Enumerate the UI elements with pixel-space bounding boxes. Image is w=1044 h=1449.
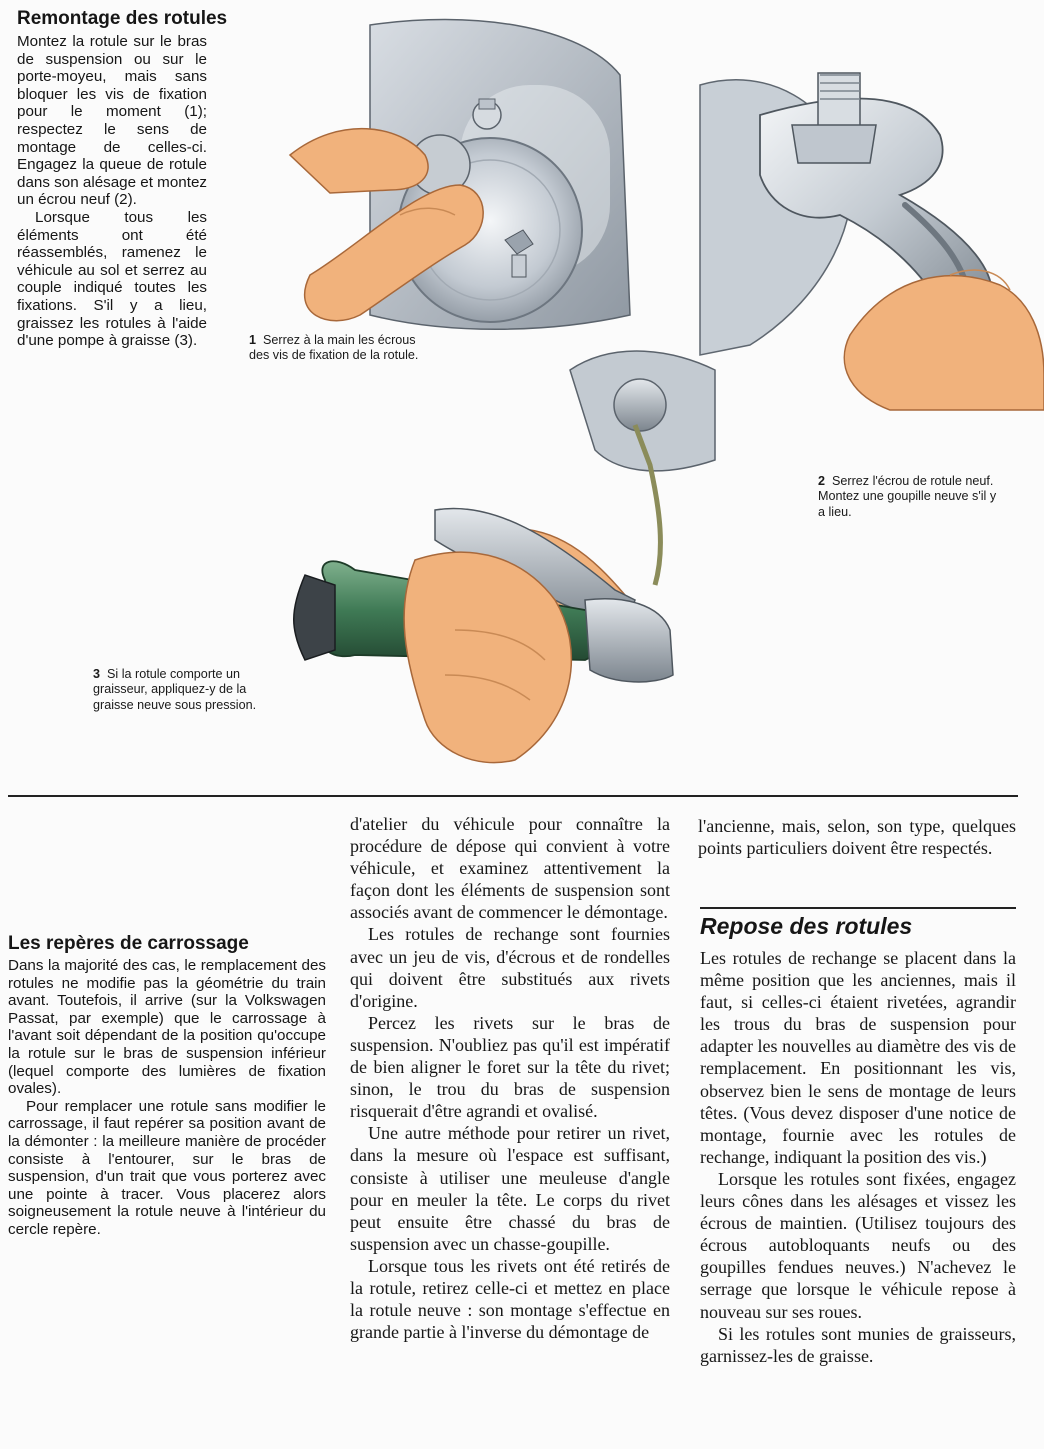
right-column-intro — [698, 815, 1016, 859]
caption-2 — [818, 474, 998, 520]
caption-1-number: 1 — [249, 333, 257, 347]
remontage-body — [17, 33, 207, 350]
page-divider — [8, 795, 1018, 797]
remontage-paragraph-2: Lorsque tous les éléments ont été réassemblés, ramenez le véhicule au sol et serrez au couple indiqué toutes les fixations. S'il y a lieu, graissez les rotules à l'aide d'une pompe à graisse (3). — [17, 208, 207, 350]
illustration-wrench — [700, 45, 1044, 410]
repose-paragraph-3: Si les rotules sont munies de graisseurs, garnissez-les de graisse. — [700, 1323, 1016, 1366]
reperes-paragraph-2: Pour remplacer une rotule sans modifier le carrossage, il faut repérer sa position avant de la démonter : la meilleure manière de procéder consiste à l'entourer, sur le bras de suspension, d'un trait que vous porterez avec une pointe à tracer. Vous placerez alors soigneusement la rotule neuve à l'intérieur du cercle repère. — [8, 1097, 326, 1238]
right-paragraph-0: l'ancienne, mais, selon, son type, quelques points particuliers doivent être respectés. — [698, 816, 1016, 859]
caption-3-number: 3 — [93, 667, 101, 681]
reperes-section — [8, 933, 326, 1239]
reperes-body — [8, 957, 326, 1239]
repose-title: Repose des rotules — [700, 913, 913, 939]
reperes-title: Les repères de carrossage — [8, 933, 249, 954]
caption-2-number: 2 — [818, 474, 826, 488]
repose-body — [700, 947, 1016, 1367]
remontage-title: Remontage des rotules — [17, 8, 228, 29]
middle-paragraph-2: Les rotules de rechange sont fournies avec un jeu de vis, d'écrous et de rondelles qui doivent être substitués aux rivets d'origine. — [350, 924, 670, 1011]
caption-3 — [93, 667, 283, 713]
repose-paragraph-1: Les rotules de rechange se placent dans la même position que les anciennes, mais il faut, si celles-ci étaient rivetées, agrandir les trous du bras de suspension pour adapter les nouvelles au diamètre des vis de remplacement. En positionnant les vis, observez bien le sens de montage de leurs têtes. (Vous devez disposer d'une notice de montage, fournie avec les rotules de rechange, indiquant la position des vis.) — [700, 948, 1016, 1167]
remontage-section — [17, 8, 228, 350]
illustration-hand-tightening — [250, 15, 630, 335]
middle-paragraph-3: Percez les rivets sur le bras de suspension. N'oubliez pas qu'il est impératif de bien aligner le foret sur la tête du rivet; sinon, le trou du bras de suspension risquerait d'être agrandi et ovalisé. — [350, 1012, 670, 1122]
middle-paragraph-5: Lorsque tous les rivets ont été retirés de la rotule, retirez celle-ci et mettez en place la rotule neuve : son montage s'effectue en grande partie à l'inverse du démontage de — [350, 1255, 670, 1343]
remontage-paragraph-1: Montez la rotule sur le bras de suspension ou sur le porte-moyeu, mais sans bloquer les vis de fixation pour le moment (1); respectez le sens de montage de celles-ci. Engagez la queue de rotule dans son alésage et montez un écrou neuf (2). — [17, 33, 207, 209]
repose-paragraph-2: Lorsque les rotules sont fixées, engagez leurs cônes dans les alésages et vissez les écrous de maintien. (Utilisez toujours des écrous autobloquants neufs ou des goupilles fendues neuves.) N'achevez le serrage que lorsque le véhicule repose à nouveau sur ses roues. — [700, 1168, 1016, 1322]
caption-2-text: Serrez l'écrou de rotule neuf. Montez une goupille neuve s'il y a lieu. — [818, 474, 997, 519]
middle-paragraph-1: d'atelier du véhicule pour connaître la procédure de dépose qui convient à votre véhicule, et examinez attentivement la façon dont les éléments de suspension sont associés avant de commencer le démontage. — [350, 814, 670, 923]
caption-3-text: Si la rotule comporte un graisseur, appliquez-y de la graisse neuve sous pression. — [93, 667, 257, 712]
middle-column — [350, 813, 670, 1343]
illustration-grease-gun — [295, 330, 715, 770]
reperes-paragraph-1: Dans la majorité des cas, le remplacement des rotules ne modifie pas la géométrie du train avant. Toutefois, il arrive (sur la Volkswagen Passat, par exemple) que le carrossage à l'avant soit dépendant de la position qu'occupe la rotule sur le bras de suspension inférieur (lequel comporte des lumières de fixation ovales). — [8, 957, 326, 1098]
caption-1-text: Serrez à la main les écrous des vis de fixation de la rotule. — [249, 333, 419, 363]
section-divider — [700, 907, 1016, 909]
repose-section — [700, 913, 1016, 1367]
middle-paragraph-4: Une autre méthode pour retirer un rivet, dans la mesure où l'espace est suffisant, consiste à utiliser une meuleuse d'angle pour en meuler la tête. Le corps du rivet peut ensuite être chassé du bras de suspension avec un chasse-goupille. — [350, 1123, 670, 1254]
